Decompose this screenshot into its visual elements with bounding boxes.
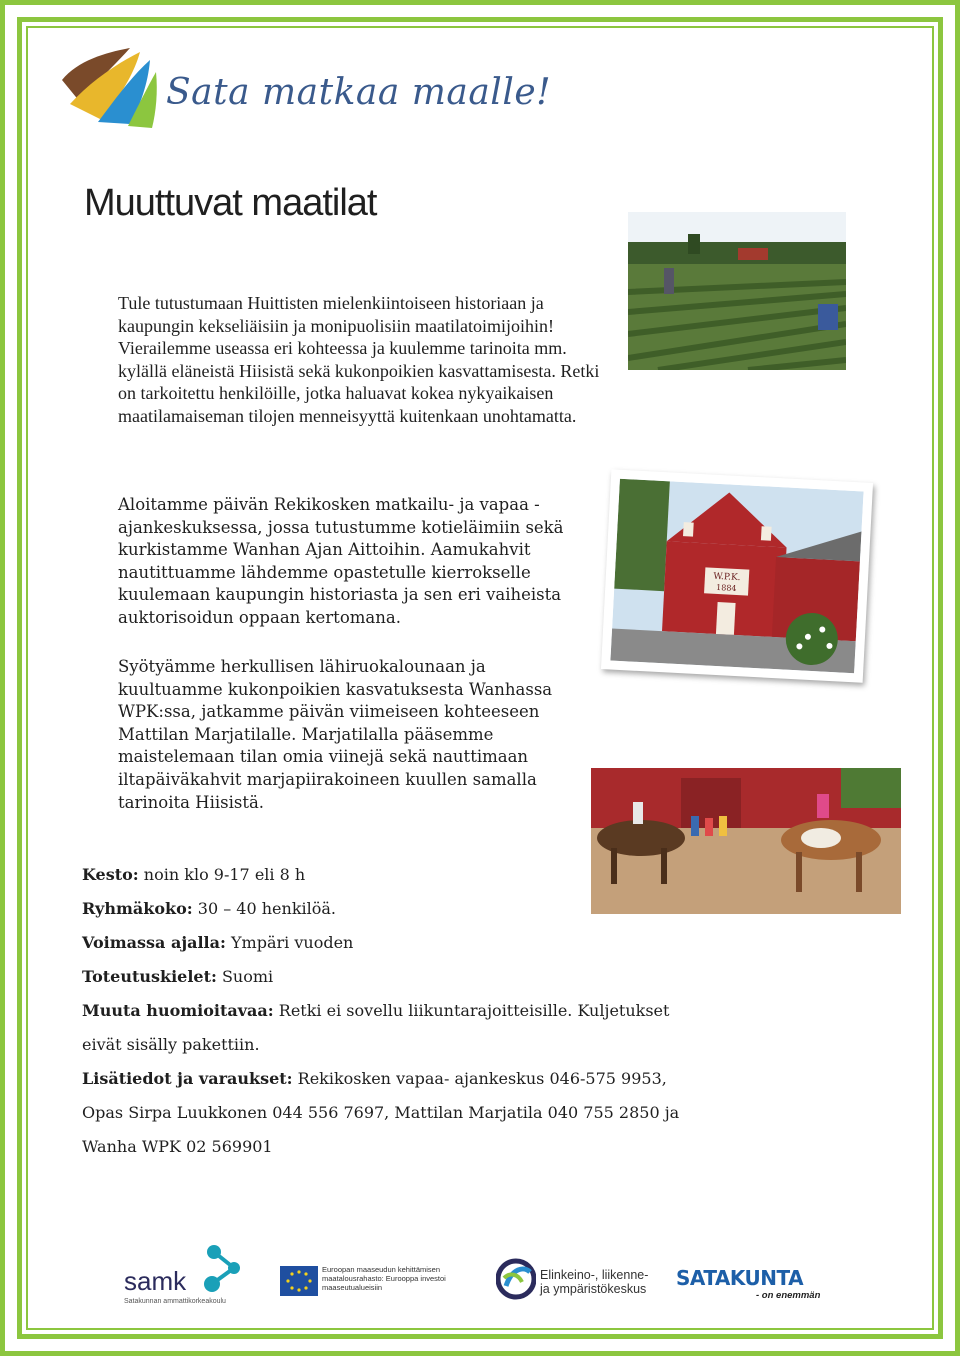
- duration-label: Kesto:: [82, 865, 139, 884]
- languages-label: Toteutuskielet:: [82, 967, 217, 986]
- barn-sign-year: 1884: [715, 582, 737, 593]
- eu-fund-text: Euroopan maaseudun kehittämisen maatalousrahasto: Eurooppa investoi maaseutualueisiin: [322, 1265, 446, 1292]
- contact-value-line2: Opas Sirpa Luukkonen 044 556 7697, Mattilan Marjatila 040 755 2850 ja: [82, 1103, 680, 1122]
- group-size-row: [82, 892, 679, 926]
- ely-centre-text: Elinkeino-, liikenne- ja ympäristökeskus: [540, 1268, 649, 1296]
- duration-row: [82, 858, 679, 892]
- notes-row: [82, 994, 679, 1028]
- languages-row: [82, 960, 679, 994]
- contact-row: [82, 1062, 679, 1096]
- group-size-value: 30 – 40 henkilöä.: [192, 899, 336, 918]
- samk-subtitle: Satakunnan ammattikorkeakoulu: [124, 1298, 226, 1305]
- logo-text: Sata matkaa maalle!: [166, 72, 552, 113]
- satakunta-tagline: - on enemmän: [756, 1290, 821, 1301]
- page-title: Muuttuvat maatilat: [84, 182, 377, 224]
- group-size-label: Ryhmäkoko:: [82, 899, 193, 918]
- contact-value-line3: Wanha WPK 02 569901: [82, 1137, 273, 1156]
- info-block: [82, 858, 679, 1164]
- validity-row: [82, 926, 679, 960]
- afternoon-paragraph: Syötyämme herkullisen lähiruokalounaan ja kuultuamme kukonpoikien kasvatuksesta Wanhassa WPK:ssa, jatkamme päivän viimeiseen kohteeseen Mattilan Marjatilalle. Marjatilalla pääsemme maistelemaan tilan omia viinejä sekä nauttimaan iltapäiväkahvit marjapiirakoineen kuullen samalla tarinoita Hiisistä.: [118, 657, 553, 812]
- validity-label: Voimassa ajalla:: [82, 933, 226, 952]
- samk-name: samk: [124, 1266, 187, 1296]
- notes-value-line1: Retki ei sovellu liikuntarajoitteisille. Kuljetukset: [273, 1001, 670, 1020]
- ely-logo-icon: [496, 1258, 536, 1300]
- contact-label: Lisätiedot ja varaukset:: [82, 1069, 293, 1088]
- wpk-barn-photo: [601, 469, 873, 682]
- languages-value: Suomi: [216, 967, 274, 986]
- morning-paragraph: Aloitamme päivän Rekikosken matkailu- ja vapaa - ajankeskuksessa, jossa tutustumme kotieläimiin sekä kurkistamme Wanhan Ajan Aittoihin. Aamukahvit nautittuamme lähdemme opastetulle kierrokselle kuulemaan kaupungin historiasta ja sen eri vaiheista auktorisoidun oppaan kertomana.: [118, 495, 564, 627]
- strawberry-field-photo: [628, 212, 846, 370]
- contact-value-line1: Rekikosken vapaa- ajankeskus 046-575 9953,: [292, 1069, 667, 1088]
- wpk-barn-image: [610, 479, 863, 674]
- barn-sign-name: W.P.K.: [713, 571, 741, 584]
- satakunta-logo: SATAKUNTA: [676, 1266, 804, 1290]
- duration-value: noin klo 9-17 eli 8 h: [138, 865, 306, 884]
- intro-paragraph: Tule tutustumaan Huittisten mielenkiintoiseen historiaan ja kaupungin kekseliäisiin ja monipuolisiin maatilatoimijoihin! Vierailemme useassa eri kohteessa ja kuulemme tarinoita mm. kylällä eläneistä Hiisistä sekä kukonpoikien kasvattamisesta. Retki on tarkoitettu henkilöille, jotka haluavat kokea nykyaikaisen maatilamaiseman tilojen menneisyyttä kuitenkaan unohtamatta.: [118, 293, 600, 426]
- validity-value: Ympäri vuoden: [225, 933, 354, 952]
- notes-value-line2: eivät sisälly pakettiin.: [82, 1035, 260, 1054]
- notes-label: Muuta huomioitavaa:: [82, 1001, 274, 1020]
